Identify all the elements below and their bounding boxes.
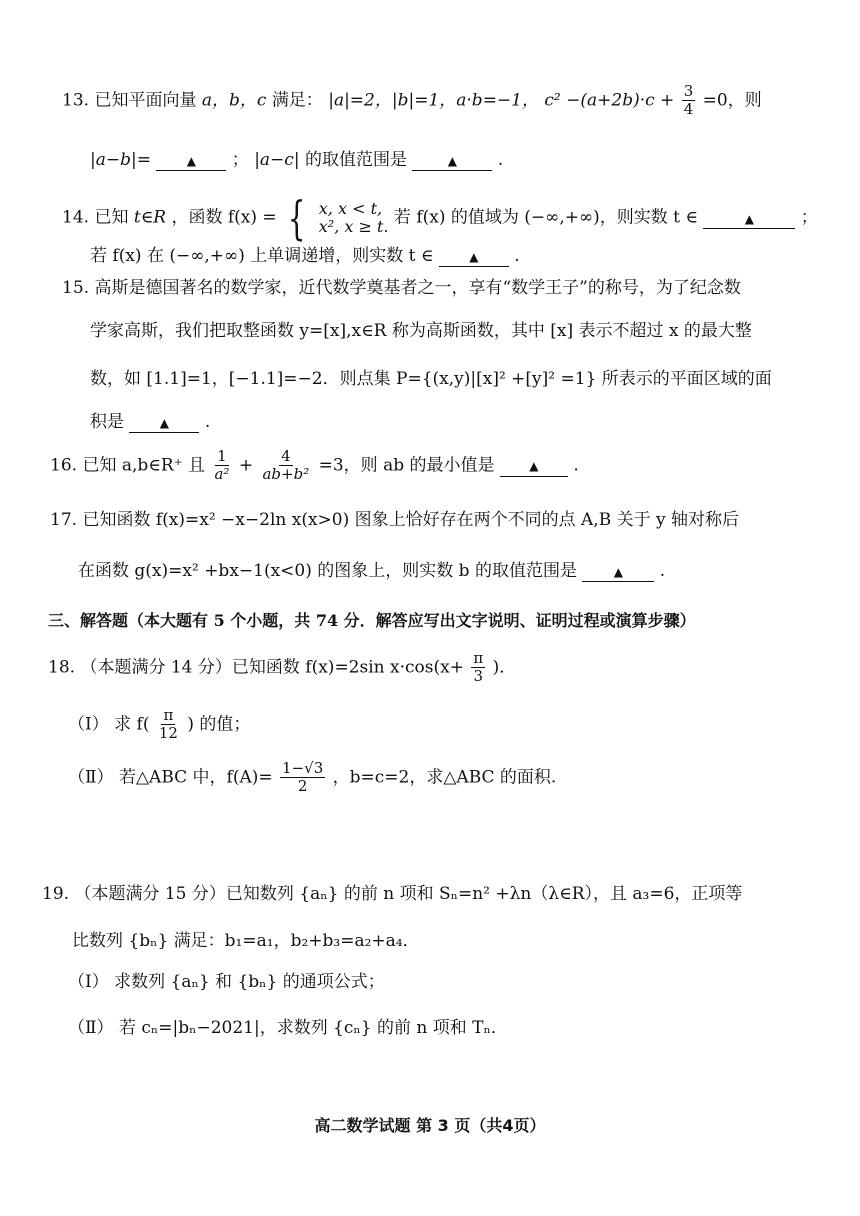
q16-frac1-num: 1 <box>217 447 227 465</box>
q13-line1 <box>62 83 762 119</box>
q14-blank-2[interactable] <box>439 246 509 267</box>
q19-part1 <box>68 972 385 992</box>
q15-line2-text: 学家高斯，我们把取整函数 y=[x],x∈R 称为高斯函数，其中 [x] 表示不超过 x 的最大整 <box>90 321 752 341</box>
q16-line <box>50 448 579 484</box>
q18-p2-frac-den: 2 <box>297 777 308 796</box>
page-footer: 高二数学试题 第 3 页（共4页） <box>314 1116 546 1135</box>
q15-line4 <box>90 412 210 433</box>
q14-end1: ； <box>800 207 818 228</box>
q19-line1-text: （本题满分 15 分）已知数列 {aₙ} 的前 n 项和 Sₙ=n² +λn（λ∈R），且 a₃=6，正项等 <box>74 884 743 904</box>
q17-line1-text: 已知函数 f(x)=x² −x−2ln x(x>0) 图象上恰好存在两个不同的点 A,B 关于 y 轴对称后 <box>82 510 740 530</box>
q19-p1-text: 求数列 {aₙ} 和 {bₙ} 的通项公式； <box>114 972 385 992</box>
q17-end: . <box>659 561 666 581</box>
blank-triangle-icon: ▲ <box>447 154 457 168</box>
q18-p1-fraction <box>157 707 180 743</box>
q13-fraction <box>682 83 696 119</box>
q18-p1-frac-num: π <box>163 706 174 724</box>
q13-part-b: |a−c| <box>254 150 300 170</box>
q18-p2-end: ，b=c=2，求△ABC 的面积. <box>332 767 557 788</box>
q14-line1 <box>62 191 818 245</box>
q16-number: 16. <box>50 455 78 476</box>
q16-tail: =3，则 ab 的最小值是 <box>318 455 495 476</box>
q13-end: . <box>497 150 504 170</box>
q18-header-fraction <box>471 650 485 686</box>
q15-line1 <box>62 278 741 298</box>
q13-eq-tail: =0，则 <box>702 90 762 111</box>
blank-triangle-icon: ▲ <box>529 459 539 474</box>
blank-triangle-icon: ▲ <box>613 565 623 579</box>
q16-frac1-den: a² <box>214 465 230 484</box>
q17-line2 <box>78 561 665 582</box>
q19-line2-text: 比数列 {bₙ} 满足：b₁=a₁，b₂+b₃=a₂+a₄． <box>72 931 420 951</box>
q16-blank[interactable] <box>500 455 568 476</box>
q16-lead: 已知 a,b∈R⁺ 且 <box>82 455 206 476</box>
q14-line2 <box>90 246 520 267</box>
q13-blank-1[interactable] <box>156 150 226 171</box>
q19-line2 <box>72 931 420 951</box>
q15-line4-text: 积是 <box>90 412 124 432</box>
q18-header-text: （本题满分 14 分）已知函数 f(x)=2sin x·cos(x+ <box>80 657 464 678</box>
q14-cases <box>319 200 389 237</box>
q14-line2-text: 若 f(x) 在 (−∞,+∞) 上单调递增，则实数 t ∈ <box>90 246 434 266</box>
q14-blank-1[interactable] <box>703 208 795 229</box>
q15-number: 15. <box>62 278 90 298</box>
q13-number: 13. <box>62 90 90 111</box>
q18-p1-text: 求 f( <box>114 714 150 735</box>
q16-fraction-2 <box>260 448 311 484</box>
left-brace-icon: { <box>287 191 306 245</box>
q18-header-end: )． <box>492 657 517 678</box>
q19-line1 <box>42 884 742 904</box>
q17-blank[interactable] <box>582 561 654 582</box>
q17-line1 <box>50 510 739 530</box>
q18-part2 <box>68 760 556 796</box>
q14-cond: t∈R <box>133 207 167 228</box>
q16-frac2-num: 4 <box>281 447 291 465</box>
q13-part-a: |a−b|= <box>90 150 151 170</box>
q15-end: . <box>204 412 211 432</box>
q18-p2-fraction <box>280 760 325 796</box>
q13-blank-2[interactable] <box>412 150 492 171</box>
q19-p1-label: （Ⅰ） <box>68 972 109 992</box>
q18-p2-frac-num: 1−√3 <box>282 759 324 777</box>
q14-fn-text: ，函数 f(x) = <box>171 207 277 228</box>
q18-p1-label: （Ⅰ） <box>68 714 109 735</box>
q15-line1-text: 高斯是德国著名的数学家，近代数学奠基者之一，享有“数学王子”的称号，为了纪念数 <box>94 278 741 298</box>
q13-sep: ； <box>231 150 249 170</box>
q13-frac-num: 3 <box>683 82 694 100</box>
q13-vectors: a，b，c <box>201 90 267 111</box>
section3-title: 三、解答题（本大题有 5 个小题，共 74 分．解答应写出文字说明、证明过程或演算步骤） <box>48 611 696 630</box>
q14-case1: x, x < t, <box>318 198 383 218</box>
q14-number: 14. <box>62 207 90 228</box>
blank-triangle-icon: ▲ <box>469 250 479 264</box>
q18-p2-text: 若△ABC 中，f(A)= <box>118 767 273 788</box>
q14-lead: 已知 <box>94 207 129 228</box>
q18-header-frac-den: 3 <box>473 667 484 686</box>
q14-case2: x², x ≥ t. <box>318 217 389 236</box>
q16-frac2-den: ab+b² <box>262 465 310 484</box>
q17-number: 17. <box>50 510 78 530</box>
q13-cond: |a|=2，|b|=1，a·b=−1， <box>328 90 539 111</box>
q18-p1-frac-den: 12 <box>158 724 178 743</box>
q18-number: 18. <box>48 657 76 678</box>
q19-p2-text: 若 cₙ=|bₙ−2021|，求数列 {cₙ} 的前 n 项和 Tₙ． <box>118 1018 508 1038</box>
blank-triangle-icon: ▲ <box>186 154 196 168</box>
q19-part2 <box>68 1018 508 1038</box>
q18-part1 <box>68 707 250 743</box>
q16-end: . <box>573 455 579 476</box>
q16-fraction-1 <box>212 448 231 484</box>
blank-triangle-icon: ▲ <box>159 416 170 430</box>
blank-triangle-icon: ▲ <box>744 211 754 226</box>
q13-range-text: 的取值范围是 <box>304 150 407 170</box>
q19-p2-label: （Ⅱ） <box>68 1018 114 1038</box>
q15-line3 <box>90 369 772 389</box>
q19-number: 19. <box>42 884 70 904</box>
q15-blank[interactable] <box>129 412 199 433</box>
q13-line2 <box>90 150 503 171</box>
q15-line2 <box>90 321 752 341</box>
q15-line3-text: 数，如 [1.1]=1，[−1.1]=−2．则点集 P={(x,y)|[x]² +[y]² =1} 所表示的平面区域的面 <box>90 369 772 389</box>
q16-plus: + <box>238 455 254 476</box>
q17-line2-text: 在函数 g(x)=x² +bx−1(x<0) 的图象上，则实数 b 的取值范围是 <box>78 561 577 581</box>
q14-mid: 若 f(x) 的值域为 (−∞,+∞)，则实数 t ∈ <box>393 207 698 228</box>
q13-frac-den: 4 <box>683 100 694 119</box>
q18-p2-label: （Ⅱ） <box>68 767 114 788</box>
q13-lead: 已知平面向量 <box>94 90 197 111</box>
q18-header <box>48 650 516 686</box>
q18-header-frac-num: π <box>473 649 484 667</box>
q14-end2: . <box>514 246 520 266</box>
q18-p1-end: ) 的值； <box>187 714 251 735</box>
q13-cond-label: 满足： <box>271 90 323 111</box>
q13-eq-lead: c² −(a+2b)·c + <box>544 90 675 111</box>
